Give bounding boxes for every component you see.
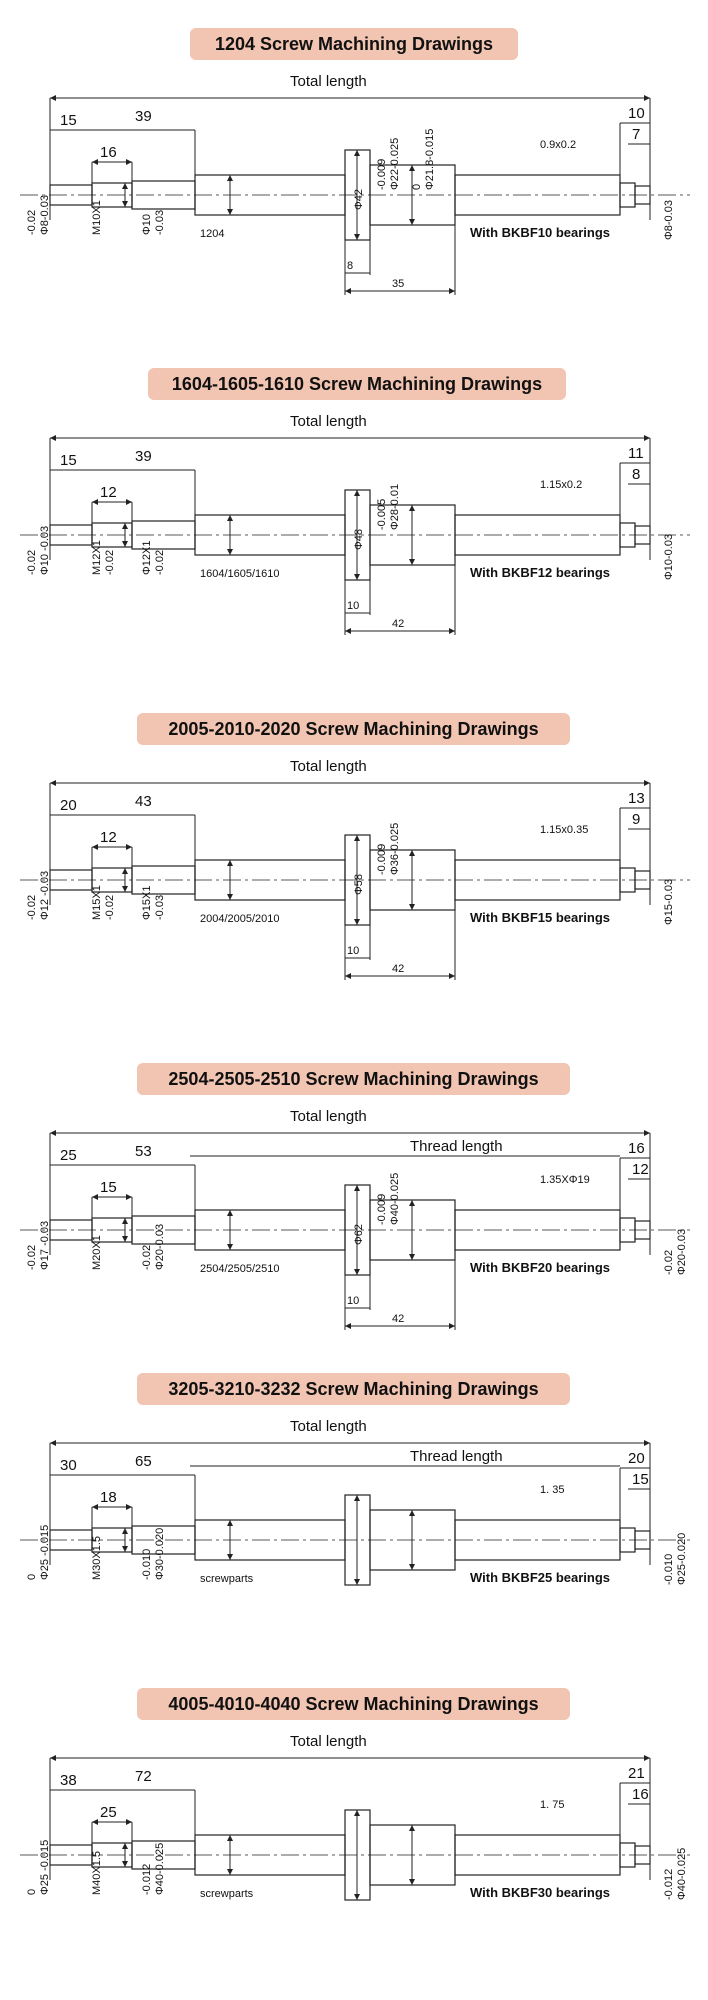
- shaft-diameter-arrow-arrow-top: [227, 515, 233, 521]
- thread-diameter-arrow-arrow-bottom: [122, 541, 128, 547]
- dim-left-end-length: 25: [60, 1147, 77, 1164]
- screw-drawing: [0, 360, 708, 700]
- thread-diameter-arrow-arrow-top: [122, 1528, 128, 1534]
- thread-length-label: Thread length: [410, 1138, 503, 1155]
- shaft-tolerance: -0.010Φ30-0.020: [141, 1527, 166, 1580]
- flange-diameter-arrow-arrow-top: [354, 835, 360, 841]
- dim-thread-line-arrow-left: [92, 499, 98, 505]
- model-label: screwparts: [200, 1573, 254, 1585]
- shaft-diameter-arrow-arrow-bottom: [227, 1869, 233, 1875]
- dim-thread-length: 25: [100, 1804, 117, 1821]
- thread-diameter-arrow-arrow-top: [122, 183, 128, 189]
- section-title-banner: 1604-1605-1610 Screw Machining Drawings: [148, 368, 566, 400]
- nut-length-label: 42: [392, 963, 405, 975]
- shaft-diameter-arrow-arrow-bottom: [227, 894, 233, 900]
- dim-thread-line-arrow-right: [126, 1194, 132, 1200]
- thread-spec: M20X1: [91, 1235, 103, 1270]
- model-label: 2504/2505/2510: [200, 1263, 280, 1275]
- dim-left-end-length: 20: [60, 797, 77, 814]
- nut-diameter-arrow-arrow-bottom: [409, 1254, 415, 1260]
- dim-thread-line-arrow-left: [92, 1819, 98, 1825]
- drawing-section-1: [0, 20, 708, 355]
- thread-diameter-arrow-arrow-top: [122, 868, 128, 874]
- dim-thread-length: 18: [100, 1489, 117, 1506]
- nut-length-dimension-arrow-left: [345, 973, 351, 979]
- dim-left-end-length: 30: [60, 1457, 77, 1474]
- chamfer-spec: 1. 75: [540, 1799, 565, 1811]
- nut-tolerance-a: -0.005Φ28-0.01: [376, 483, 401, 530]
- right-end-tolerance: -0.02Φ20-0.03: [663, 1228, 688, 1275]
- flange-diameter-arrow-arrow-top: [354, 490, 360, 496]
- dim-thread-line-arrow-left: [92, 159, 98, 165]
- model-label: 2004/2005/2010: [200, 913, 280, 925]
- bearing-spec: With BKBF10 bearings: [470, 225, 611, 240]
- dim-thread-line-arrow-right: [126, 844, 132, 850]
- flange-diameter-arrow-arrow-bottom: [354, 1269, 360, 1275]
- flange-diameter-arrow-arrow-top: [354, 1810, 360, 1816]
- dim-thread-line-arrow-left: [92, 1194, 98, 1200]
- total-length-dimension-arrow-right: [644, 780, 650, 786]
- right-end-tolerance: Φ10-0.03: [663, 533, 675, 580]
- nut-length-dimension-arrow-right: [449, 1323, 455, 1329]
- shaft-diameter-arrow-arrow-top: [227, 1210, 233, 1216]
- bearing-spec: With BKBF30 bearings: [470, 1885, 611, 1900]
- total-length-dimension-arrow-right: [644, 1440, 650, 1446]
- nut-length-dimension-arrow-right: [449, 288, 455, 294]
- dim-right-end-length: 20: [628, 1450, 645, 1467]
- bearing-spec: With BKBF15 bearings: [470, 910, 611, 925]
- nut-tolerance-a: -0.009Φ40-0.025: [376, 1172, 401, 1225]
- total-length-label: Total length: [290, 1733, 367, 1750]
- nut-length-dimension-arrow-right: [449, 973, 455, 979]
- nut-length-dimension-arrow-right: [449, 628, 455, 634]
- right-end-tolerance: Φ15-0.03: [663, 878, 675, 925]
- nut-diameter-arrow-arrow-bottom: [409, 1564, 415, 1570]
- shaft-diameter-arrow-arrow-top: [227, 1520, 233, 1526]
- dim-support-length: 39: [135, 108, 152, 125]
- nut-length-label: 42: [392, 618, 405, 630]
- dim-support-length: 39: [135, 448, 152, 465]
- nut-tolerance-a: -0.009Φ36-0.025: [376, 822, 401, 875]
- section-title-banner: 4005-4010-4040 Screw Machining Drawings: [137, 1688, 570, 1720]
- total-length-label: Total length: [290, 1418, 367, 1435]
- thread-spec: M10X1: [91, 200, 103, 235]
- dim-right-step-length: 8: [632, 466, 641, 483]
- dim-right-step-length: 7: [632, 126, 641, 143]
- total-length-dimension-arrow-right: [644, 95, 650, 101]
- right-end-tolerance: Φ8-0.03: [663, 200, 675, 240]
- nut-diameter-arrow-arrow-top: [409, 1200, 415, 1206]
- thread-diameter-arrow-arrow-top: [122, 1218, 128, 1224]
- drawing-section-4: [0, 1055, 708, 1360]
- bearing-spec: With BKBF20 bearings: [470, 1260, 611, 1275]
- left-end-tolerance: -0.02Φ10 -0.03: [26, 525, 51, 575]
- flange-width-label: 10: [347, 600, 360, 612]
- nut-diameter-arrow-arrow-top: [409, 505, 415, 511]
- total-length-dimension-arrow-left: [50, 1130, 56, 1136]
- shaft-tolerance: -0.012Φ40-0.025: [141, 1842, 166, 1895]
- dim-thread-length: 16: [100, 144, 117, 161]
- screw-drawing: [0, 1055, 708, 1360]
- flange-diameter-label: Φ58: [353, 873, 365, 895]
- flange-diameter-arrow-arrow-top: [354, 1495, 360, 1501]
- section-title-banner: 2504-2505-2510 Screw Machining Drawings: [137, 1063, 570, 1095]
- section-title-banner: 2005-2010-2020 Screw Machining Drawings: [137, 713, 570, 745]
- nut-length-dimension-arrow-left: [345, 628, 351, 634]
- flange-diameter-arrow-arrow-bottom: [354, 1894, 360, 1900]
- thread-diameter-arrow-arrow-bottom: [122, 1861, 128, 1867]
- dim-thread-line-arrow-left: [92, 1504, 98, 1510]
- dim-right-step-length: 15: [632, 1471, 649, 1488]
- total-length-dimension-arrow-right: [644, 1130, 650, 1136]
- total-length-label: Total length: [290, 1108, 367, 1125]
- dim-support-length: 43: [135, 793, 152, 810]
- total-length-label: Total length: [290, 413, 367, 430]
- thread-diameter-arrow-arrow-bottom: [122, 1236, 128, 1242]
- thread-diameter-arrow-arrow-bottom: [122, 1546, 128, 1552]
- nut-length-dimension-arrow-left: [345, 288, 351, 294]
- shaft-diameter-arrow-arrow-top: [227, 1835, 233, 1841]
- shaft-diameter-arrow-arrow-bottom: [227, 1554, 233, 1560]
- dim-support-length: 65: [135, 1453, 152, 1470]
- dim-right-end-length: 21: [628, 1765, 645, 1782]
- dim-thread-line-arrow-right: [126, 499, 132, 505]
- nut-diameter-arrow-arrow-top: [409, 1510, 415, 1516]
- flange-diameter-arrow-arrow-bottom: [354, 1579, 360, 1585]
- thread-spec: M15X1-0.02: [91, 885, 116, 920]
- nut-diameter-arrow-arrow-top: [409, 1825, 415, 1831]
- total-length-dimension-arrow-right: [644, 1755, 650, 1761]
- right-end-tolerance: -0.012Φ40-0.025: [663, 1847, 688, 1900]
- flange-diameter-arrow-arrow-bottom: [354, 234, 360, 240]
- screw-drawing: [0, 705, 708, 1050]
- nut-length-dimension-arrow-left: [345, 1323, 351, 1329]
- nut-length-label: 42: [392, 1313, 405, 1325]
- total-length-label: Total length: [290, 758, 367, 775]
- section-title-banner: 3205-3210-3232 Screw Machining Drawings: [137, 1373, 570, 1405]
- dim-right-step-length: 9: [632, 811, 641, 828]
- shaft-diameter-arrow-arrow-top: [227, 175, 233, 181]
- chamfer-spec: 1.15x0.2: [540, 479, 583, 491]
- dim-right-end-length: 13: [628, 790, 645, 807]
- dim-left-end-length: 15: [60, 452, 77, 469]
- flange-diameter-label: Φ62: [353, 1223, 365, 1245]
- shaft-diameter-arrow-arrow-bottom: [227, 1244, 233, 1250]
- shaft-tolerance: Φ15X1-0.03: [141, 885, 166, 920]
- section-title-banner: 1204 Screw Machining Drawings: [190, 28, 518, 60]
- dim-support-length: 53: [135, 1143, 152, 1160]
- total-length-dimension-arrow-left: [50, 780, 56, 786]
- dim-thread-line-arrow-right: [126, 159, 132, 165]
- left-end-tolerance: -0.02Φ12 -0.03: [26, 870, 51, 920]
- nut-diameter-arrow-arrow-bottom: [409, 559, 415, 565]
- dim-right-step-length: 16: [632, 1786, 649, 1803]
- dim-thread-length: 12: [100, 829, 117, 846]
- flange-diameter-label: Φ48: [353, 528, 365, 550]
- drawing-section-2: [0, 360, 708, 700]
- shaft-diameter-arrow-arrow-top: [227, 860, 233, 866]
- model-label: screwparts: [200, 1888, 254, 1900]
- chamfer-spec: 1.35XΦ19: [540, 1174, 590, 1186]
- dim-thread-line-arrow-left: [92, 844, 98, 850]
- thread-diameter-arrow-arrow-bottom: [122, 886, 128, 892]
- shaft-diameter-arrow-arrow-bottom: [227, 209, 233, 215]
- left-end-tolerance: -0.02Φ8-0.03: [26, 195, 51, 235]
- thread-diameter-arrow-arrow-top: [122, 1843, 128, 1849]
- total-length-dimension-arrow-left: [50, 435, 56, 441]
- nut-diameter-arrow-arrow-top: [409, 850, 415, 856]
- thread-diameter-arrow-arrow-top: [122, 523, 128, 529]
- flange-diameter-arrow-arrow-bottom: [354, 919, 360, 925]
- bearing-spec: With BKBF12 bearings: [470, 565, 611, 580]
- shaft-tolerance: Φ12X1-0.02: [141, 540, 166, 575]
- flange-diameter-label: Φ42: [353, 188, 365, 210]
- dim-right-end-length: 11: [628, 445, 644, 462]
- shaft-tolerance: -0.02Φ20-0.03: [141, 1223, 166, 1270]
- dim-right-end-length: 10: [628, 105, 645, 122]
- nut-tolerance-a: -0.009Φ22-0.025: [376, 137, 401, 190]
- thread-length-label: Thread length: [410, 1448, 503, 1465]
- thread-spec: M12X1-0.02: [91, 540, 116, 575]
- nut-length-label: 35: [392, 278, 405, 290]
- dim-support-length: 72: [135, 1768, 152, 1785]
- left-end-tolerance: 0Φ25 -0.015: [26, 1524, 51, 1580]
- flange-diameter-arrow-arrow-bottom: [354, 574, 360, 580]
- dim-thread-length: 15: [100, 1179, 117, 1196]
- right-end-tolerance: -0.010Φ25-0.020: [663, 1532, 688, 1585]
- nut-diameter-arrow-arrow-bottom: [409, 1879, 415, 1885]
- shaft-tolerance: Φ10-0.03: [141, 209, 166, 235]
- flange-width-label: 10: [347, 1295, 360, 1307]
- nut-diameter-arrow-arrow-top: [409, 165, 415, 171]
- dim-thread-line-arrow-right: [126, 1819, 132, 1825]
- flange-diameter-arrow-arrow-top: [354, 1185, 360, 1191]
- thread-spec: M30X1.5: [91, 1535, 103, 1580]
- thread-diameter-arrow-arrow-bottom: [122, 201, 128, 207]
- dim-thread-length: 12: [100, 484, 117, 501]
- flange-width-label: 10: [347, 945, 360, 957]
- nut-tolerance-b: 0Φ21.8-0.015: [411, 128, 436, 190]
- drawing-section-3: [0, 705, 708, 1050]
- thread-spec: M40X1.5: [91, 1850, 103, 1895]
- shaft-diameter-arrow-arrow-bottom: [227, 549, 233, 555]
- screw-drawing: [0, 1680, 708, 1995]
- total-length-dimension-arrow-left: [50, 95, 56, 101]
- nut-diameter-arrow-arrow-bottom: [409, 219, 415, 225]
- drawing-section-6: [0, 1680, 708, 1995]
- left-end-tolerance: -0.02Φ17 -0.03: [26, 1220, 51, 1270]
- screw-drawing: [0, 1365, 708, 1675]
- model-label: 1604/1605/1610: [200, 568, 280, 580]
- chamfer-spec: 1.15x0.35: [540, 824, 589, 836]
- bearing-spec: With BKBF25 bearings: [470, 1570, 611, 1585]
- dim-right-end-length: 16: [628, 1140, 645, 1157]
- drawing-section-5: [0, 1365, 708, 1675]
- screw-drawing: [0, 20, 708, 355]
- left-end-tolerance: 0Φ25 -0.015: [26, 1839, 51, 1895]
- dim-thread-line-arrow-right: [126, 1504, 132, 1510]
- flange-diameter-arrow-arrow-top: [354, 150, 360, 156]
- model-label: 1204: [200, 228, 225, 240]
- total-length-dimension-arrow-left: [50, 1755, 56, 1761]
- total-length-dimension-arrow-right: [644, 435, 650, 441]
- dim-left-end-length: 38: [60, 1772, 77, 1789]
- total-length-label: Total length: [290, 73, 367, 90]
- flange-width-label: 8: [347, 260, 354, 272]
- chamfer-spec: 0.9x0.2: [540, 139, 577, 151]
- dim-left-end-length: 15: [60, 112, 77, 129]
- dim-right-step-length: 12: [632, 1161, 649, 1178]
- nut-diameter-arrow-arrow-bottom: [409, 904, 415, 910]
- chamfer-spec: 1. 35: [540, 1484, 565, 1496]
- total-length-dimension-arrow-left: [50, 1440, 56, 1446]
